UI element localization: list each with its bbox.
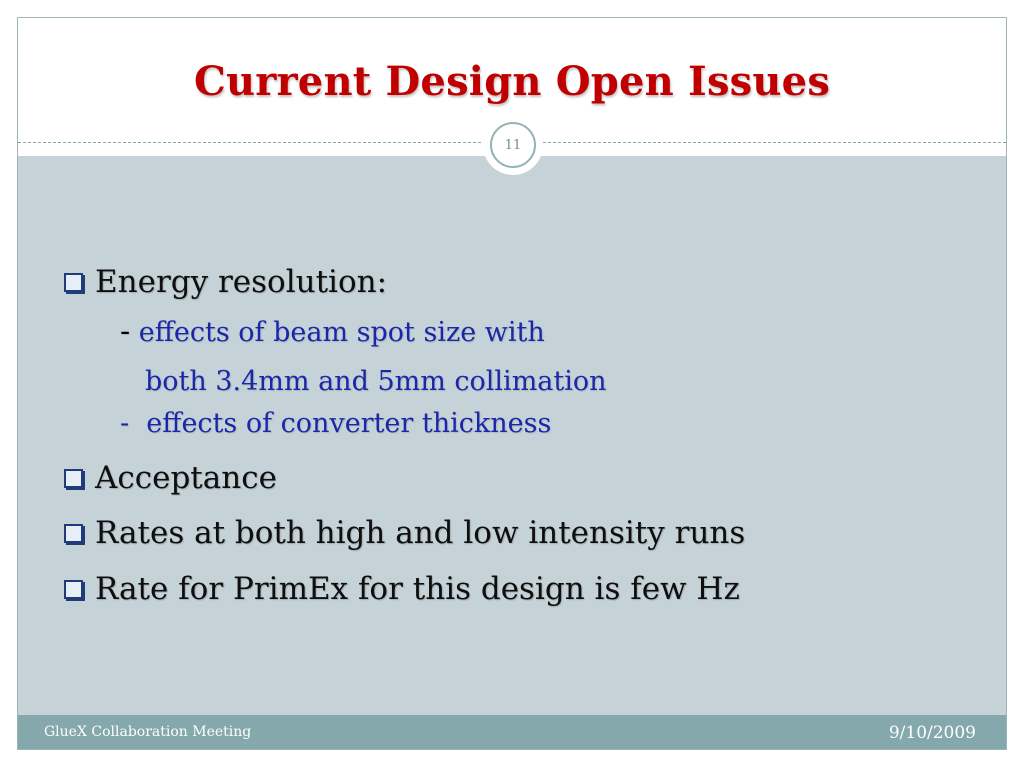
sub-dash: - bbox=[120, 408, 130, 439]
slide-title: Current Design Open Issues bbox=[193, 58, 831, 105]
checkbox-square-icon bbox=[64, 580, 83, 599]
footer-bar bbox=[18, 715, 1006, 749]
checkbox-square-icon bbox=[64, 524, 83, 543]
slide bbox=[17, 17, 1007, 750]
sub-item bbox=[120, 314, 545, 349]
bullet-label: Rates at both high and low intensity runs bbox=[95, 515, 746, 551]
sub-item-text: effects of beam spot size with bbox=[138, 317, 545, 348]
bullet-item bbox=[64, 264, 387, 300]
sub-item-text: effects of converter thickness bbox=[146, 408, 552, 439]
bullet-item bbox=[64, 571, 740, 607]
sub-item-continued: both 3.4mm and 5mm collimation bbox=[145, 366, 607, 397]
footer-date: 9/10/2009 bbox=[888, 723, 976, 743]
footer-meeting-name: GlueX Collaboration Meeting bbox=[44, 724, 252, 740]
bullet-item bbox=[64, 515, 745, 551]
page-number-badge bbox=[483, 115, 543, 175]
bullet-label: Rate for PrimEx for this design is few Hz bbox=[95, 571, 740, 607]
sub-dash: - bbox=[120, 314, 131, 349]
page-number: 11 bbox=[490, 122, 536, 168]
bullet-label: Energy resolution: bbox=[95, 264, 388, 300]
bullet-item bbox=[64, 460, 277, 496]
checkbox-square-icon bbox=[64, 273, 83, 292]
checkbox-square-icon bbox=[64, 469, 83, 488]
bullet-label: Acceptance bbox=[95, 460, 277, 496]
sub-item bbox=[120, 408, 551, 439]
